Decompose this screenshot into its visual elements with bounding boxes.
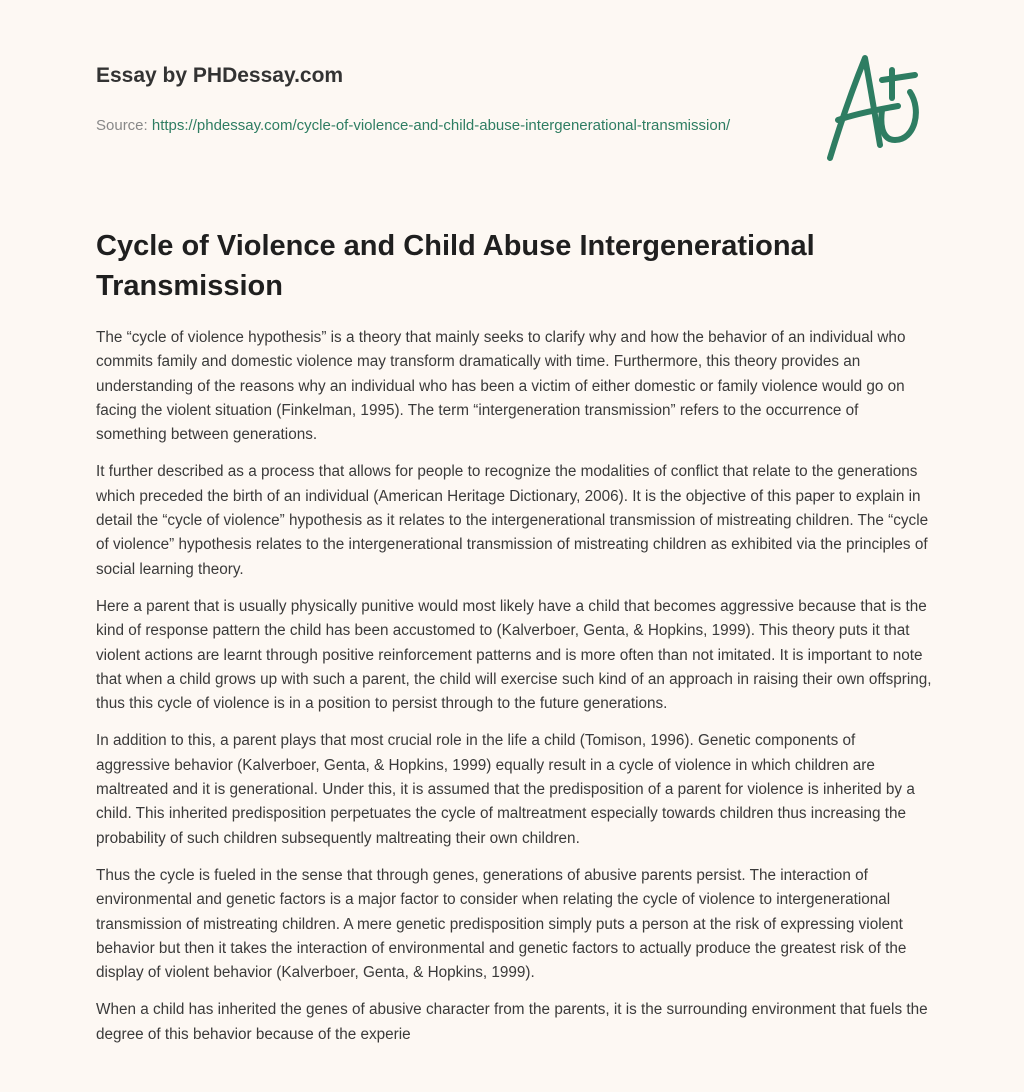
paragraph: When a child has inherited the genes of abusive character from the parents, it is the surrounding environment that fuels the degree of this behavior because of the experie [96, 1001, 928, 1043]
source-label: Source: [96, 117, 152, 134]
source-line [96, 114, 736, 138]
essay-header [96, 64, 736, 138]
source-link[interactable]: https://phdessay.com/cycle-of-violence-and-child-abuse-intergenerational-transmission/ [151, 117, 731, 134]
paragraph: The “cycle of violence hypothesis” is a theory that mainly seeks to clarify why and how the behavior of an individual who commits family and domestic violence may transform dramatically with time. Furthermore, this theory provides an understanding of the reasons why an individual who has been a victim of either domestic or family violence would go on facing the violent situation (Finkelman, 1995). The term “intergeneration transmission” refers to the occurrence of something between generations. [96, 329, 906, 444]
a-plus-logo-icon [820, 40, 930, 165]
paragraph: It further described as a process that allows for people to recognize the modalities of conflict that relate to the generations which preceded the birth of an individual (American Heritage Dictionary, 2006). It is the objective of this paper to explain in detail the “cycle of violence” hypothesis as it relates to the intergenerational transmission of mistreating children. The “cycle of violence” hypothesis relates to the intergenerational transmission of mistreating children as exhibited via the principles of social learning theory. [96, 463, 929, 578]
article-title: Cycle of Violence and Child Abuse Intergenerational Transmission [96, 230, 815, 302]
brand-title: Essay by PHDessay.com [96, 64, 344, 87]
article-body [96, 326, 932, 1060]
paragraph: Thus the cycle is fueled in the sense that through genes, generations of abusive parents persist. The interaction of environmental and genetic factors is a major factor to consider when relating the cycle of violence to intergenerational transmission of mistreating children. A mere genetic predisposition simply puts a person at the risk of expressing violent behavior but then it takes the interaction of environmental and genetic factors to actually produce the greatest risk of the display of violent behavior (Kalverboer, Genta, & Hopkins, 1999). [96, 866, 907, 982]
paragraph: Here a parent that is usually physically punitive would most likely have a child that becomes aggressive because that is the kind of response pattern the child has been accustomed to (Kalverboer, Genta, & Hopkins, 1999). This theory puts it that violent actions are learnt through positive reinforcement patterns and is more often than not imitated. It is important to note that when a child grows up with such a parent, the child will exercise such kind of an approach in raising their own offspring, thus this cycle of violence is in a position to persist through to the future generations. [96, 597, 932, 713]
paragraph: In addition to this, a parent plays that most crucial role in the life a child (Tomison, 1996). Genetic components of aggressive behavior (Kalverboer, Genta, & Hopkins, 1999) equally result in a cycle of violence in which children are maltreated and it is generational. Under this, it is assumed that the predisposition of a parent for violence is inherited by a child. This inherited predisposition perpetuates the cycle of maltreatment especially towards children thus increasing the probability of such children subsequently maltreating their own children. [96, 732, 915, 847]
